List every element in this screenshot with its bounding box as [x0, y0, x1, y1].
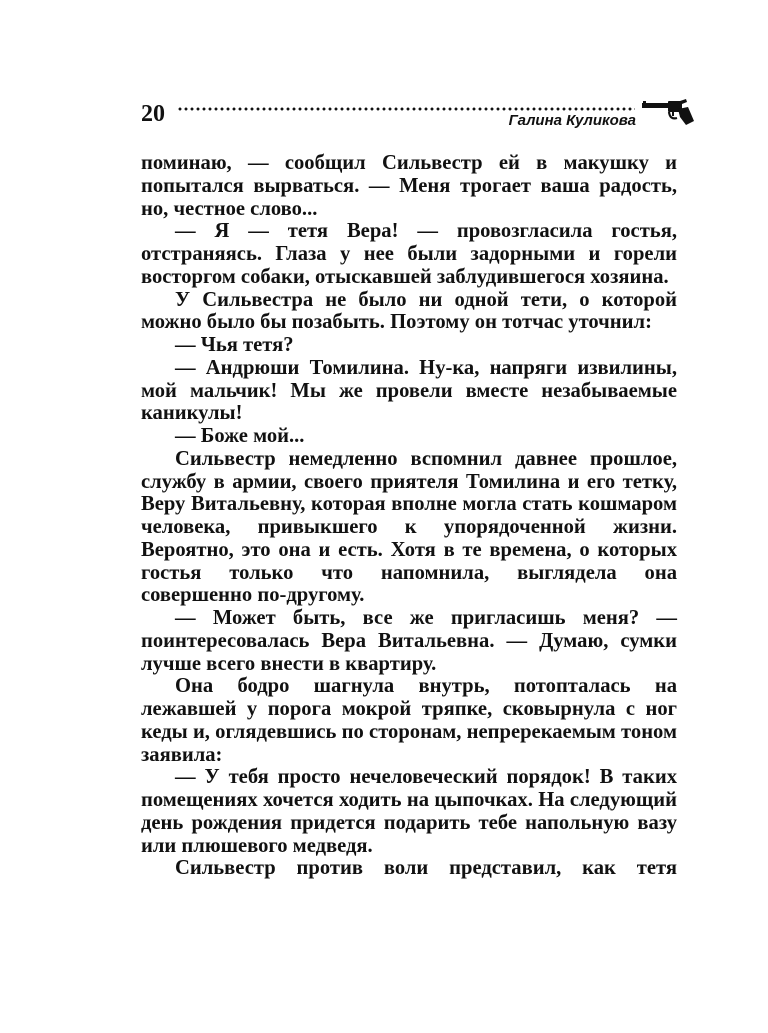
author-name: Галина Куликова: [508, 112, 636, 129]
paragraph: — Боже мой...: [175, 425, 305, 447]
revolver-icon: [642, 99, 694, 125]
paragraph: — Я — тетя Вера! — провозгласила гостья, отстраняясь. Глаза у нее были задорными и горели восторгом собаки, отыскавшей заблудившегося хозяина.: [141, 220, 677, 288]
paragraph: — У тебя просто нечеловеческий порядок! В таких помещениях хочется ходить на цыпочках. На следующий день рождения придется подарить тебе напольную вазу или плюшевого медведя.: [141, 766, 677, 857]
paragraph: Она бодро шагнула внутрь, потопталась на лежавшей у порога мокрой тряпке, сковырнула с ног кеды и, оглядевшись по сторонам, непререкаемым тоном заявила:: [141, 675, 677, 766]
page-body: [141, 152, 677, 880]
paragraph: У Сильвестра не было ни одной тети, о которой можно было бы позабыть. Поэтому он тотчас уточнил:: [141, 288, 677, 334]
paragraph: поминаю, — сообщил Сильвестр ей в макушку и попытался вырваться. — Меня трогает ваша радость, но, честное слово...: [141, 152, 677, 220]
page-number: 20: [141, 101, 165, 127]
paragraph: Сильвестр против воли представил, как тетя: [175, 857, 677, 880]
paragraph: Сильвестр немедленно вспомнил давнее прошлое, службу в армии, своего приятеля Томилина и его тетку, Веру Витальевну, которая вполне могла стать кошмаром человека, привыкшего к упорядоченной жизни. Вероятно, это она и есть. Хотя в те времена, о которых гостья только что напомнила, выглядела она совершенно по-другому.: [141, 447, 677, 607]
dotted-rule: [177, 107, 635, 111]
paragraph: — Может быть, все же пригласишь меня? — поинтересовалась Вера Витальевна. — Думаю, сумки лучше всего внести в квартиру.: [141, 607, 677, 675]
paragraph: — Чья тетя?: [175, 334, 294, 356]
paragraph: — Андрюши Томилина. Ну-ка, напряги извилины, мой мальчик! Мы же провели вместе незабываемые каникулы!: [141, 356, 677, 425]
running-header: [141, 97, 694, 131]
